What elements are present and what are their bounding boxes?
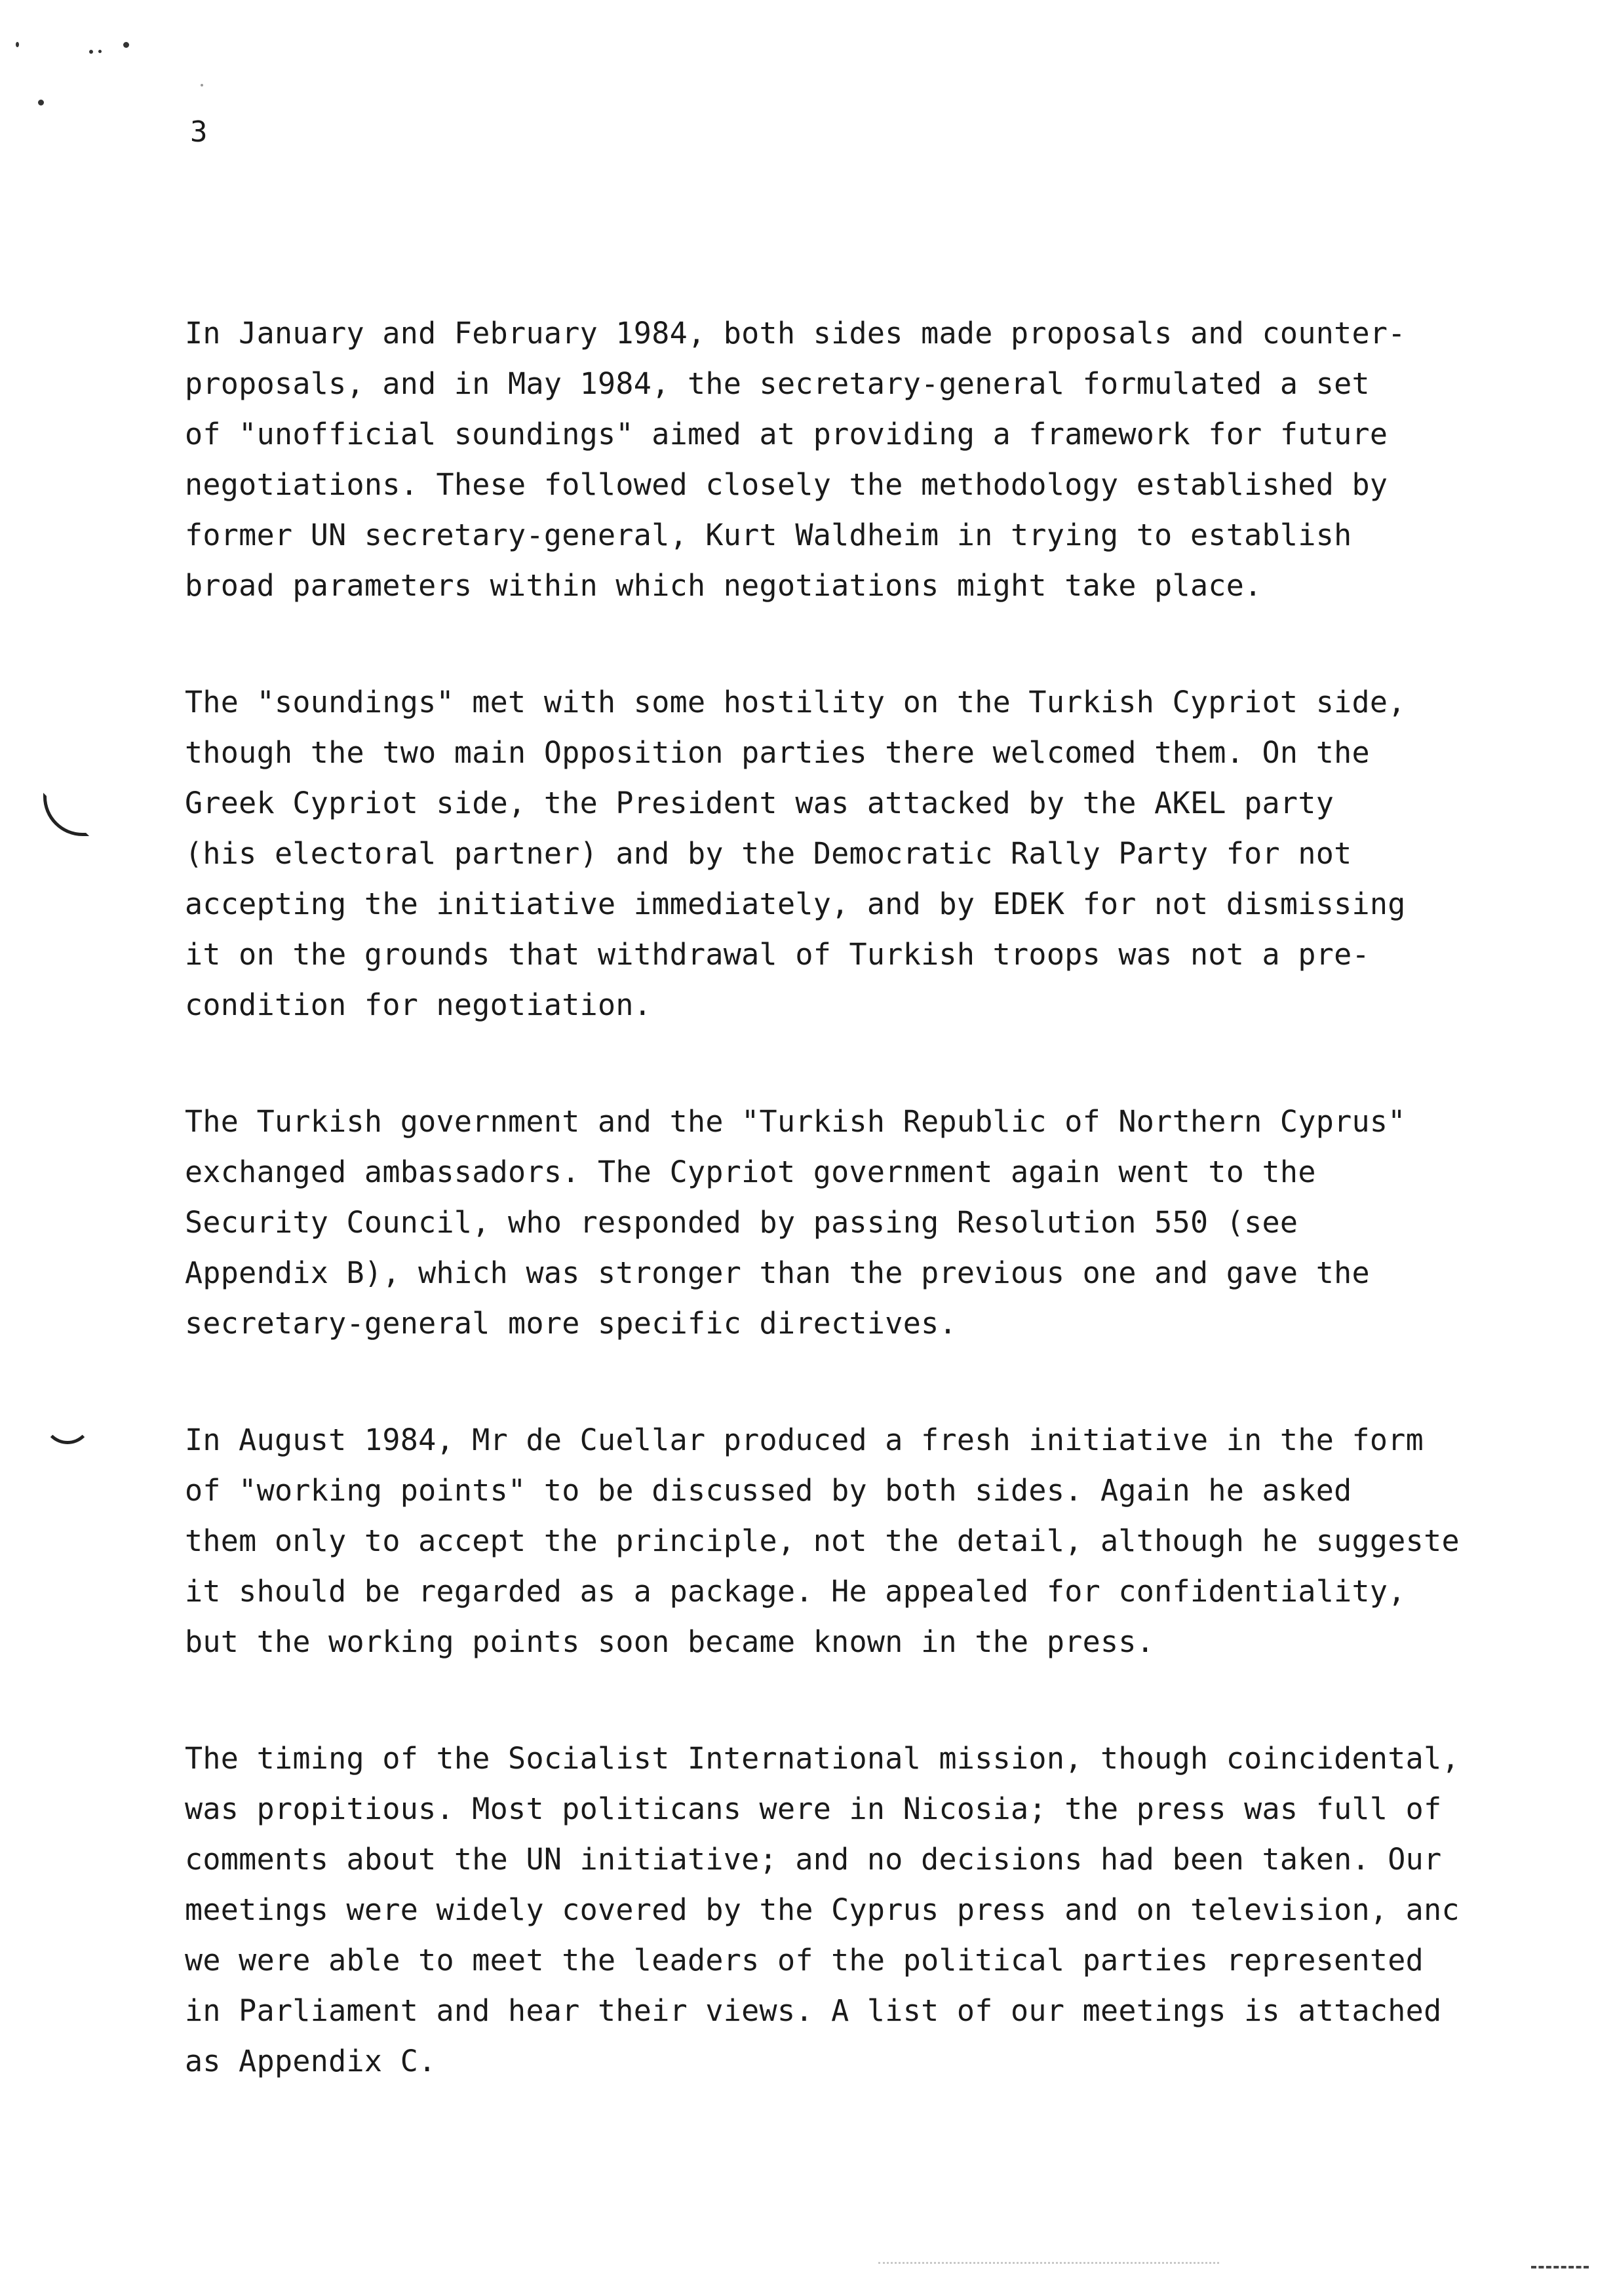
text-line: of "unofficial soundings" aimed at providing a framework for future (185, 417, 1388, 451)
text-line: comments about the UN initiative; and no decisions had been taken. Our (185, 1842, 1442, 1877)
text-line: Security Council, who responded by passing Resolution 550 (see (185, 1205, 1298, 1240)
scan-speck (123, 42, 129, 48)
text-line: The "soundings" met with some hostility on the Turkish Cypriot side, (185, 685, 1406, 719)
scan-speck (201, 84, 203, 86)
text-line: was propitious. Most politicans were in Nicosia; the press was full of (185, 1791, 1442, 1826)
margin-annotation-mark (43, 793, 89, 836)
text-line: The Turkish government and the "Turkish Republic of Northern Cyprus" (185, 1104, 1406, 1139)
text-line: it on the grounds that withdrawal of Turkish troops was not a pre- (185, 937, 1370, 972)
text-line: we were able to meet the leaders of the political parties represented (185, 1943, 1424, 1978)
text-line: condition for negotiation. (185, 987, 652, 1022)
text-line: broad parameters within which negotiations might take place. (185, 568, 1262, 603)
scan-speck (98, 50, 102, 53)
scan-speck (89, 50, 93, 54)
text-line: them only to accept the principle, not the detail, although he suggeste (185, 1523, 1460, 1558)
scan-speck (38, 100, 44, 105)
text-line: negotiations. These followed closely the methodology established by (185, 467, 1388, 502)
text-line: proposals, and in May 1984, the secretary-general formulated a set (185, 366, 1370, 401)
text-line: meetings were widely covered by the Cyprus press and on television, anc (185, 1892, 1460, 1927)
text-line: Appendix B), which was stronger than the previous one and gave the (185, 1255, 1370, 1290)
text-line: former UN secretary-general, Kurt Waldheim in trying to establish (185, 518, 1352, 552)
text-line: in Parliament and hear their views. A list of our meetings is attached (185, 1993, 1442, 2028)
scan-noise-line (878, 2262, 1219, 2267)
text-line: of "working points" to be discussed by both sides. Again he asked (185, 1473, 1352, 1508)
paragraph (185, 1096, 1614, 1349)
text-line: secretary-general more specific directives. (185, 1306, 957, 1341)
text-line: The timing of the Socialist International mission, though coincidental, (185, 1741, 1460, 1776)
text-line: (his electoral partner) and by the Democratic Rally Party for not (185, 836, 1352, 871)
paragraph (185, 1415, 1614, 1667)
margin-annotation-mark (43, 1414, 92, 1444)
paragraph (185, 1733, 1614, 2086)
text-line: In August 1984, Mr de Cuellar produced a fresh initiative in the form (185, 1423, 1424, 1457)
paragraph (185, 677, 1614, 1030)
scan-speck (16, 42, 19, 47)
text-line: as Appendix C. (185, 2044, 437, 2078)
text-line: In January and February 1984, both sides made proposals and counter- (185, 316, 1406, 351)
document-body (185, 308, 1614, 2152)
text-line: though the two main Opposition parties there welcomed them. On the (185, 735, 1370, 770)
paragraph (185, 308, 1614, 611)
text-line: Greek Cypriot side, the President was attacked by the AKEL party (185, 786, 1334, 820)
page-number: 3 (190, 115, 208, 149)
text-line: it should be regarded as a package. He appealed for confidentiality, (185, 1574, 1406, 1609)
text-line: accepting the initiative immediately, and by EDEK for not dismissing (185, 887, 1406, 921)
scan-noise-mark (1531, 2266, 1589, 2272)
text-line: but the working points soon became known in the press. (185, 1624, 1155, 1659)
text-line: exchanged ambassadors. The Cypriot government again went to the (185, 1155, 1316, 1189)
